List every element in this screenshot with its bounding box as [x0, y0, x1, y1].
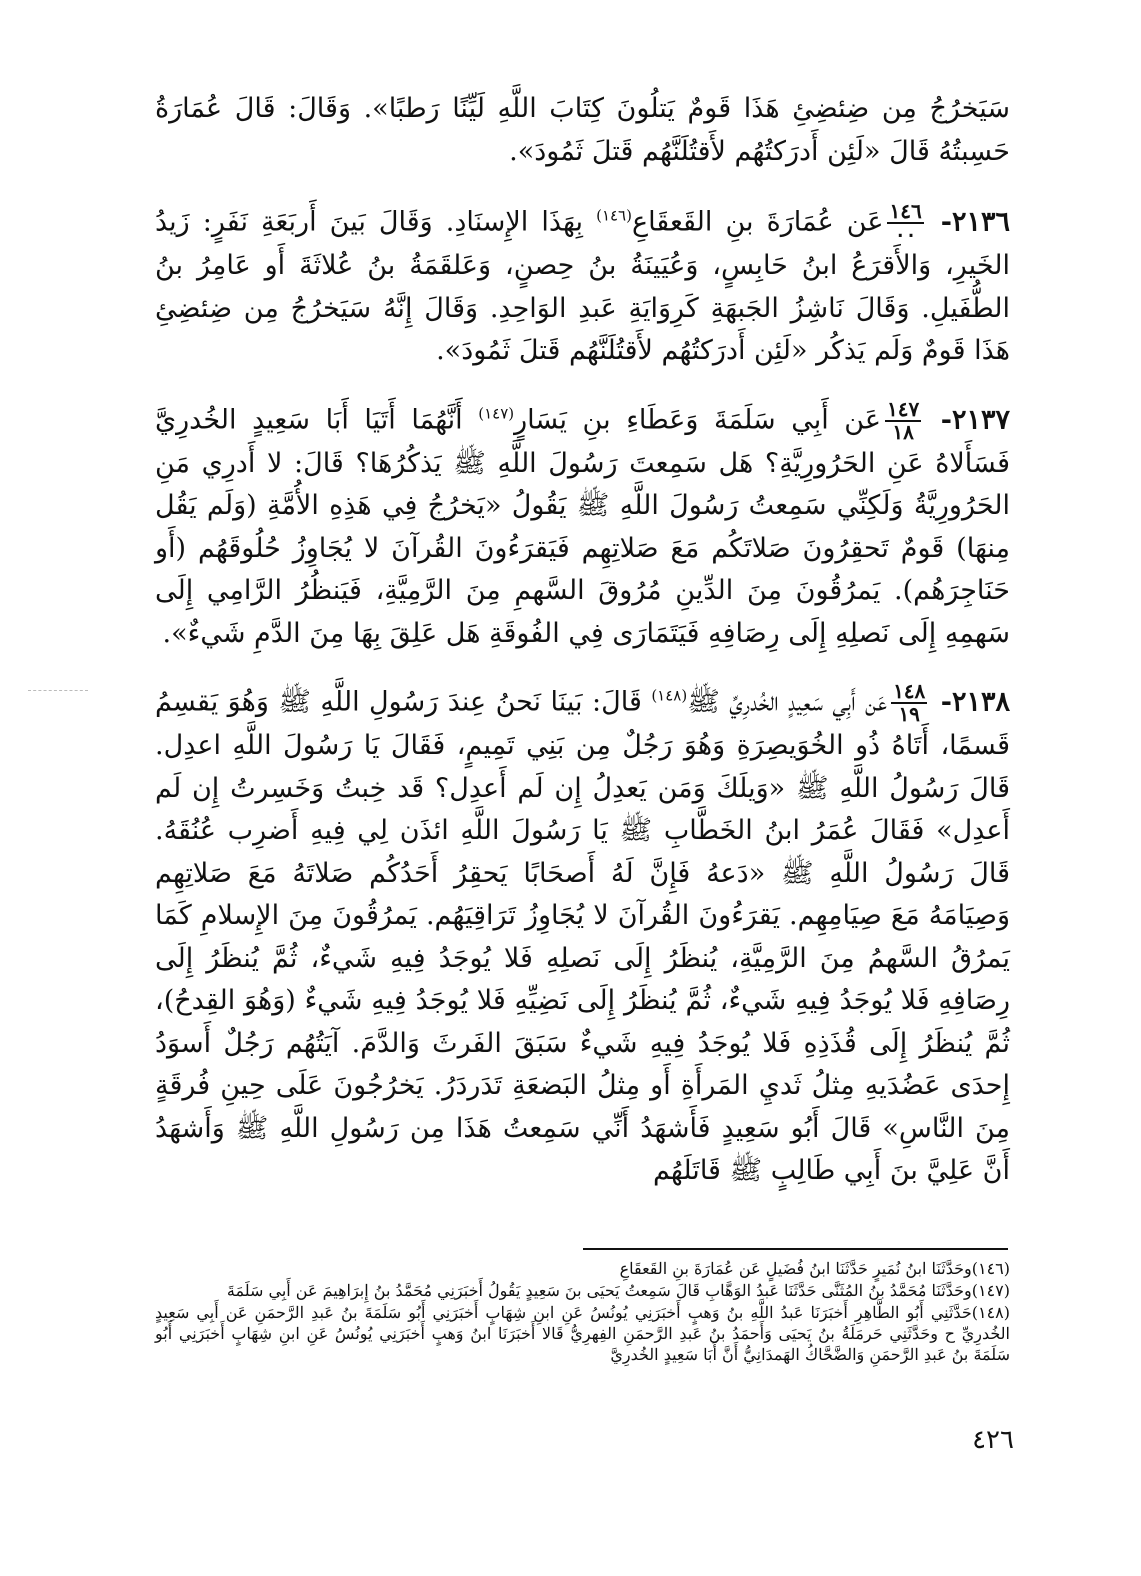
hadith-number: ٢١٣٦- — [940, 206, 1010, 238]
footnote-148: (١٤٨)حَدَّثَنِي أَبُو الطَّاهِرِ أَخبَرَنَا عَبدُ اللَّهِ بنُ وَهبٍ أَخبَرَنِي يُونُسُ عَنِ ابنِ شِهَابٍ أَخبَرَنِي أَبُو سَلَمَةَ بنُ عَبدِ الرَّحمَنِ عَن أَبِي سَعِيدٍ الخُدرِيِّ ح وحَدَّثَنِي حَرمَلَةُ بنُ يَحيَى وَأَحمَدُ بنُ عَبدِ الرَّحمَنِ الفِهرِيُّ قَالا أَخبَرَنَا ابنُ وَهبٍ أَخبَرَنِي يُونُسُ عَنِ ابنِ شِهَابٍ أَخبَرَنِي أَبُو سَلَمَةَ بنُ عَبدِ الرَّحمَنِ وَالضَّحَّاكُ الهَمدَانِيُّ أَنَّ أَبَا سَعِيدٍ الخُدرِيَّ — [155, 1303, 1010, 1364]
fraction-bottom: ٠٠ — [894, 222, 917, 246]
hadith-lead: عَن أَبِي سَلَمَةَ وَعَطَاءِ بنِ يَسَارٍ — [514, 404, 881, 435]
footnote-ref[interactable]: (١٤٧) — [478, 404, 515, 422]
hadith-number: ٢١٣٨- — [940, 686, 1010, 718]
hadith-2138 — [155, 681, 1010, 1193]
hadith-text: بِهَذَا الإِسنَادِ. وَقَالَ بَينَ أَربَعَةِ نَفَرٍ: زَيدُ الخَيرِ، وَالأَقرَعُ ابنُ حَابِسٍ، وَعُيَينَةُ بنُ حِصنٍ، وَعَلقَمَةُ بنُ عُلاثَةَ أَو عَامِرُ بنُ الطُّفَيلِ. وَقَالَ نَاشِزُ الجَبهَةِ كَرِوَايَةِ عَبدِ الوَاحِدِ. وَقَالَ إِنَّهُ سَيَخرُجُ مِن ضِئضِئِ هَذَا قَومٌ وَلَم يَذكُر «لَئِن أَدرَكتُهُم لأَقتُلَنَّهُم قَتلَ ثَمُودَ». — [155, 206, 1010, 366]
fraction-bottom: ١٩ — [898, 702, 920, 726]
main-text — [155, 88, 1010, 1219]
footnote-146: (١٤٦)وحَدَّثَنَا ابنُ نُمَيرٍ حَدَّثَنَا ابنُ فُضَيلٍ عَن عُمَارَةَ بنِ القَعقَاعِ — [619, 1259, 1010, 1278]
fraction-top: ١٤٧ — [886, 396, 920, 421]
hadith-text: قَالَ: بَينَا نَحنُ عِندَ رَسُولِ اللَّهِ ﷺ وَهُوَ يَقسِمُ قَسمًا، أَتَاهُ ذُو الخُوَيصِرَةِ وَهُوَ رَجُلٌ مِن بَنِي تَمِيمٍ، فَقَالَ يَا رَسُولَ اللَّهِ اعدِل. قَالَ رَسُولُ اللَّهِ ﷺ «وَيلَكَ وَمَن يَعدِلُ إِن لَم أَعدِل؟ قَد خِبتُ وَخَسِرتُ إِن لَم أَعدِل» فَقَالَ عُمَرُ ابنُ الخَطَّابِ ﷺ يَا رَسُولَ اللَّهِ ائذَن لِي فِيهِ أَضرِب عُنُقَهُ. قَالَ رَسُولُ اللَّهِ ﷺ «دَعهُ فَإِنَّ لَهُ أَصحَابًا يَحقِرُ أَحَدُكُم صَلاتَهُ مَعَ صَلاتِهِم وَصِيَامَهُ مَعَ صِيَامِهِم. يَقرَءُونَ القُرآنَ لا يُجَاوِزُ تَرَاقِيَهُم. يَمرُقُونَ مِنَ الإِسلامِ كَمَا يَمرُقُ السَّهمُ مِنَ الرَّمِيَّةِ، يُنظَرُ إِلَى نَصلِهِ فَلا يُوجَدُ فِيهِ شَيءٌ، ثُمَّ يُنظَرُ إِلَى رِصَافِهِ فَلا يُوجَدُ فِيهِ شَيءٌ، ثُمَّ يُنظَرُ إِلَى نَضِيِّهِ فَلا يُوجَدُ فِيهِ شَيءٌ (وَهُوَ القِدحُ)، ثُمَّ يُنظَرُ إِلَى قُذَذِهِ فَلا يُوجَدُ فِيهِ شَيءٌ سَبَقَ الفَرثَ وَالدَّمَ. آيَتُهُم رَجُلٌ أَسوَدُ إِحدَى عَضُدَيهِ مِثلُ ثَديِ المَرأَةِ أَو مِثلُ البَضعَةِ تَدَردَرُ. يَخرُجُونَ عَلَى حِينِ فُرقَةٍ مِنَ النَّاسِ» قَالَ أَبُو سَعِيدٍ فَأَشهَدُ أَنِّي سَمِعتُ هَذَا مِن رَسُولِ اللَّهِ ﷺ وَأَشهَدُ أَنَّ عَلِيَّ بنَ أَبِي طَالِبٍ ﷺ قَاتَلَهُم — [155, 686, 1010, 1186]
fraction-top: ١٤٦ — [889, 199, 922, 223]
hadith-fraction — [885, 396, 921, 444]
intro-paragraph — [155, 88, 1010, 173]
intro-text: سَيَخرُجُ مِن ضِئضِئِ هَذَا قَومٌ يَتلُونَ كِتَابَ اللَّهِ لَيِّنًا رَطبًا». وَقَالَ: قَالَ عُمَارَةُ حَسِبتُهُ قَالَ «لَئِن أَدرَكتُهُم لأَقتُلَنَّهُم قَتلَ ثَمُودَ». — [155, 93, 1010, 167]
page-number: ٤٢٦ — [972, 1425, 1014, 1455]
footnote-divider — [583, 1248, 1008, 1250]
fraction-bottom: ١٨ — [892, 419, 914, 444]
hadith-number: ٢١٣٧- — [940, 404, 1010, 435]
footnotes — [155, 1258, 1010, 1366]
hadith-lead: عَن عُمَارَةَ بنِ القَعقَاعِ — [631, 206, 884, 238]
hadith-2136 — [155, 201, 1010, 373]
footnote-ref[interactable]: (١٤٨) — [651, 686, 688, 705]
hadith-fraction — [887, 201, 923, 245]
hadith-lead: عَن أَبِي سَعِيدٍ الخُدرِيِّ ﷺ — [687, 686, 888, 718]
scan-artifact — [28, 690, 88, 691]
hadith-2137 — [155, 396, 1010, 656]
hadith-fraction — [891, 681, 927, 725]
footnote-ref[interactable]: (١٤٦) — [596, 206, 632, 225]
footnote-147: (١٤٧)وحَدَّثَنَا مُحَمَّدُ بنُ المُثَنَّى حَدَّثَنَا عَبدُ الوَهَّابِ قَالَ سَمِعتُ يَحيَى بنَ سَعِيدٍ يَقُولُ أَخبَرَنِي مُحَمَّدُ بنُ إِبرَاهِيمَ عَن أَبِي سَلَمَةَ — [226, 1281, 1010, 1300]
hadith-text: أَنَّهُمَا أَتَيَا أَبَا سَعِيدٍ الخُدرِيَّ فَسَأَلاهُ عَنِ الحَرُورِيَّةِ؟ هَل سَمِعتَ رَسُولَ اللَّهِ ﷺ يَذكُرُهَا؟ قَالَ: لا أَدرِي مَنِ الحَرُورِيَّةُ وَلَكِنِّي سَمِعتُ رَسُولَ اللَّهِ ﷺ يَقُولُ «يَخرُجُ فِي هَذِهِ الأُمَّةِ (وَلَم يَقُل مِنهَا) قَومٌ تَحقِرُونَ صَلاتَكُم مَعَ صَلاتِهِم فَيَقرَءُونَ القُرآنَ لا يُجَاوِزُ حُلُوقَهُم (أَو حَنَاجِرَهُم). يَمرُقُونَ مِنَ الدِّينِ مُرُوقَ السَّهمِ مِنَ الرَّمِيَّةِ، فَيَنظُرُ الرَّامِي إِلَى سَهمِهِ إِلَى نَصلِهِ إِلَى رِصَافِهِ فَيَتَمَارَى فِي الفُوقَةِ هَل عَلِقَ بِهَا مِنَ الدَّمِ شَيءٌ». — [155, 404, 1010, 649]
fraction-top: ١٤٨ — [893, 679, 926, 703]
